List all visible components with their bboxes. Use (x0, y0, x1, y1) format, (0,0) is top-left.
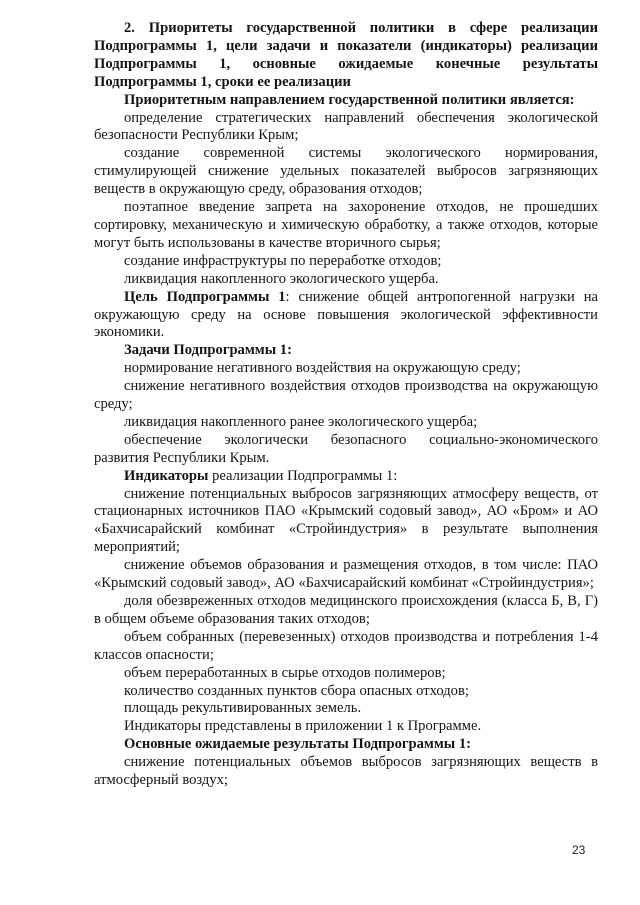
priority-item: создание современной системы экологического нормирования, стимулирующей снижение удельных показателей выбросов загрязняющих веществ в окружающую среду, образования отходов; (94, 145, 598, 198)
task-item: ликвидация накопленного ранее экологического ущерба; (124, 413, 478, 430)
results-label: Основные ожидаемые результаты Подпрограммы 1: (124, 736, 471, 753)
priority-item: поэтапное введение запрета на захоронение отходов, не прошедших сортировку, механическую и химическую обработку, а также отходов, которые могут быть использованы в качестве вторичного сырья; (94, 199, 598, 251)
indicator-item: площадь рекультивированных земель. (124, 700, 362, 717)
indicator-item: доля обезвреженных отходов медицинского происхождения (класса Б, В, Г) в общем объеме образования таких отходов; (94, 593, 598, 627)
priority-item: ликвидация накопленного экологического ущерба. (124, 270, 439, 287)
goal-label: Цель Подпрограммы 1 (124, 288, 286, 305)
indicator-item: объем собранных (перевезенных) отходов производства и потребления 1-4 классов опасности; (94, 628, 598, 663)
indicators-label-rest: реализации Подпрограммы 1: (208, 467, 398, 484)
priority-item: определение стратегических направлений обеспечения экологической безопасности Республики Крым; (94, 109, 598, 144)
result-item: снижение потенциальных объемов выбросов загрязняющих веществ в атмосферный воздух; (94, 754, 598, 789)
page-number: 23 (572, 843, 586, 857)
priority-label: Приоритетным направлением государственной политики является: (124, 91, 575, 108)
indicators-paragraph (94, 468, 598, 486)
indicator-item: Индикаторы представлены в приложении 1 к Программе. (124, 718, 482, 735)
indicator-item: снижение объемов образования и размещения отходов, в том числе: ПАО «Крымский содовый завод», АО «Бахчисарайский комбинат «Стройиндустрия»; (94, 557, 598, 592)
goal-text: : снижение общей антропогенной нагрузки на окружающую среду на основе повышения экологической эффективности экономики. (94, 288, 598, 341)
indicator-item: снижение потенциальных выбросов загрязняющих атмосферу веществ, от стационарных источников ПАО «Крымский содовый завод», АО «Бром» и АО «Бахчисарайский комбинат «Стройиндустрия» в результате выполнения мероприятий; (94, 485, 598, 556)
section-heading: 2. Приоритеты государственной политики в сфере реализации Подпрограммы 1, цели задачи и показатели (индикаторы) реализации Подпрограммы 1, основные ожидаемые конечные результаты Подпрограммы 1, сроки ее реализации (94, 20, 598, 90)
document-page (94, 20, 598, 790)
priority-item: создание инфраструктуры по переработке отходов; (124, 252, 442, 269)
task-item: обеспечение экологически безопасного социально-экономического развития Республики Крым. (94, 431, 598, 466)
task-item: нормирование негативного воздействия на окружающую среду; (124, 360, 521, 377)
indicator-item: объем переработанных в сырье отходов полимеров; (124, 664, 446, 681)
task-item: снижение негативного воздействия отходов производства на окружающую среду; (94, 378, 598, 413)
indicators-label: Индикаторы (124, 467, 209, 484)
tasks-label: Задачи Подпрограммы 1: (124, 342, 292, 359)
indicator-item: количество созданных пунктов сбора опасных отходов; (124, 682, 469, 699)
goal-paragraph (94, 289, 598, 343)
